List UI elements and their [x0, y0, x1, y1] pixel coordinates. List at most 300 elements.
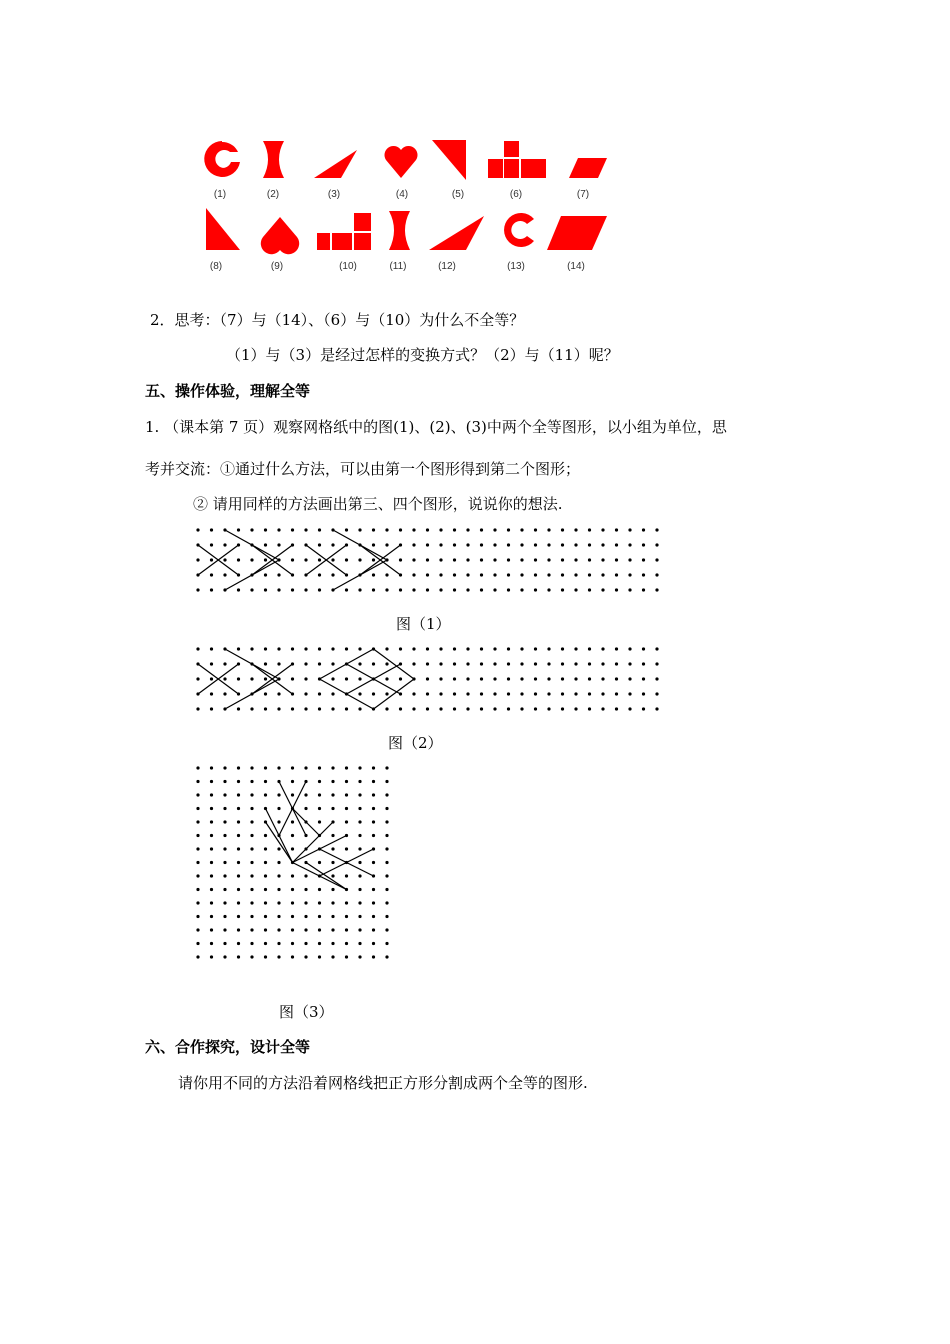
grid-dot — [412, 528, 415, 531]
figure-line — [374, 679, 415, 709]
grid-dot — [210, 955, 213, 958]
grid-dot — [642, 692, 645, 695]
grid-dot — [615, 558, 618, 561]
grid-dot — [466, 692, 469, 695]
grid-dot — [304, 558, 307, 561]
grid-dot — [331, 928, 334, 931]
grid-dot — [318, 942, 321, 945]
grid-dot — [264, 588, 267, 591]
grid-dot — [223, 692, 226, 695]
grid-dot — [385, 901, 388, 904]
grid-dot — [237, 874, 240, 877]
grid-dot — [196, 766, 199, 769]
grid-dot — [210, 528, 213, 531]
grid-dot — [331, 692, 334, 695]
grid-dot — [196, 861, 199, 864]
grid-dot — [196, 901, 199, 904]
grid-dot — [439, 692, 442, 695]
grid-dot — [372, 861, 375, 864]
grid-dot — [520, 692, 523, 695]
grid-dot — [318, 780, 321, 783]
grid-dot — [358, 888, 361, 891]
grid-dot — [601, 662, 604, 665]
grid-dot — [399, 588, 402, 591]
grid-dot — [237, 647, 240, 650]
grid-dot — [264, 662, 267, 665]
grid-dot — [223, 915, 226, 918]
grid-dot — [223, 807, 226, 810]
grid-dot — [210, 588, 213, 591]
grid-dot — [277, 766, 280, 769]
grid-dot — [628, 647, 631, 650]
grid-dot — [453, 588, 456, 591]
grid-dot — [426, 543, 429, 546]
grid-dot — [453, 692, 456, 695]
grid-dot — [250, 766, 253, 769]
grid-dot — [358, 647, 361, 650]
grid-dot — [223, 834, 226, 837]
grid-dot — [237, 528, 240, 531]
grid-dot — [561, 528, 564, 531]
grid-dot — [250, 928, 253, 931]
grid-dot — [277, 528, 280, 531]
grid-dot — [372, 915, 375, 918]
grid-dot — [304, 915, 307, 918]
grid-dot — [642, 573, 645, 576]
grid-dot — [196, 834, 199, 837]
grid-dot — [304, 888, 307, 891]
grid-dot — [615, 588, 618, 591]
grid-dot — [264, 707, 267, 710]
figure-line — [374, 649, 415, 679]
grid-dot — [480, 692, 483, 695]
grid-dot — [534, 543, 537, 546]
grid-dot — [277, 573, 280, 576]
grid-dot — [277, 874, 280, 877]
shape-label: (11) — [389, 261, 407, 272]
grid-dot — [291, 793, 294, 796]
grid-dot — [264, 766, 267, 769]
shape-6-blocks — [488, 141, 546, 178]
think-question-2: （1）与（3）是经过怎样的变换方式？（2）与（11）呢？ — [226, 346, 619, 364]
grid-dot — [547, 588, 550, 591]
grid-dot — [264, 901, 267, 904]
grid-dot — [250, 874, 253, 877]
grid-dot — [237, 928, 240, 931]
grid-dot — [358, 861, 361, 864]
grid-dot — [331, 677, 334, 680]
grid-dot — [291, 942, 294, 945]
grid-dot — [412, 692, 415, 695]
grid-dot — [655, 707, 658, 710]
grid-dot — [277, 928, 280, 931]
grid-dot — [210, 677, 213, 680]
grid-dot — [372, 528, 375, 531]
grid-dot — [331, 834, 334, 837]
grid-dot — [642, 588, 645, 591]
grid-dot — [358, 942, 361, 945]
grid-dot — [196, 647, 199, 650]
grid-dot — [439, 558, 442, 561]
grid-dot — [480, 647, 483, 650]
grid-dot — [588, 677, 591, 680]
grid-dot — [520, 647, 523, 650]
grid-dot — [588, 662, 591, 665]
grid-dot — [210, 558, 213, 561]
grid-dot — [250, 707, 253, 710]
grid-dot — [304, 528, 307, 531]
grid-dot — [237, 834, 240, 837]
grid-dot — [385, 955, 388, 958]
grid-dot — [196, 780, 199, 783]
grid-dot — [453, 647, 456, 650]
grid-dot — [291, 558, 294, 561]
grid-dot — [331, 793, 334, 796]
grid-dot — [250, 955, 253, 958]
grid-dot — [439, 677, 442, 680]
grid-dot — [237, 861, 240, 864]
grid-dot — [277, 861, 280, 864]
grid-dot — [264, 780, 267, 783]
grid-dot — [628, 558, 631, 561]
grid-dot — [223, 793, 226, 796]
grid-dot — [399, 558, 402, 561]
grid-dot — [466, 707, 469, 710]
grid-dot — [655, 558, 658, 561]
grid-dot — [277, 588, 280, 591]
section-6-heading: 六、合作探究，设计全等 — [145, 1038, 311, 1056]
shape-label: (9) — [270, 261, 284, 272]
grid-dot — [426, 677, 429, 680]
grid-dot — [210, 820, 213, 823]
grid-dot — [412, 543, 415, 546]
grid-dot — [615, 677, 618, 680]
grid-dot — [291, 847, 294, 850]
grid-dot — [412, 647, 415, 650]
grid-dot — [385, 528, 388, 531]
grid-dot — [318, 820, 321, 823]
grid-dot — [480, 707, 483, 710]
grid-dot — [372, 942, 375, 945]
grid-dot — [493, 573, 496, 576]
grid-dot — [655, 528, 658, 531]
grid-dot — [372, 766, 375, 769]
grid-dot — [561, 588, 564, 591]
grid-dot — [210, 780, 213, 783]
grid-dot — [439, 528, 442, 531]
grid-dot — [318, 662, 321, 665]
grid-dot — [210, 861, 213, 864]
grid-dot — [291, 780, 294, 783]
grid-dot — [304, 807, 307, 810]
grid-dot — [223, 928, 226, 931]
grid-dot — [480, 662, 483, 665]
grid-dot — [210, 888, 213, 891]
grid-dot — [210, 793, 213, 796]
grid-dot — [331, 861, 334, 864]
grid-dot — [345, 707, 348, 710]
grid-dot — [277, 707, 280, 710]
grid-dot — [331, 573, 334, 576]
grid-dot — [385, 793, 388, 796]
grid-dot — [331, 647, 334, 650]
grid-dot — [466, 558, 469, 561]
grid-dot — [250, 528, 253, 531]
grid-dot — [615, 647, 618, 650]
grid-dot — [601, 528, 604, 531]
grid-dot — [345, 955, 348, 958]
grid-dot — [466, 543, 469, 546]
grid-dot — [574, 588, 577, 591]
grid-dot — [250, 820, 253, 823]
grid-dot — [277, 820, 280, 823]
grid-dot — [331, 915, 334, 918]
grid-dot — [642, 528, 645, 531]
grid-dot — [385, 662, 388, 665]
grid-dot — [277, 847, 280, 850]
grid-dot — [291, 647, 294, 650]
grid-dot — [196, 677, 199, 680]
grid-dot — [520, 558, 523, 561]
grid-dot — [520, 707, 523, 710]
grid-dot — [561, 543, 564, 546]
grid-dot — [237, 847, 240, 850]
section-5-para-1-line-2: 考并交流：①通过什么方法，可以由第一个图形得到第二个图形； — [145, 460, 581, 478]
grid-dot — [250, 807, 253, 810]
grid-dot — [628, 588, 631, 591]
grid-dot — [210, 942, 213, 945]
grid-dot — [237, 588, 240, 591]
grid-dot — [331, 543, 334, 546]
grid-dot — [480, 677, 483, 680]
grid-dot — [507, 558, 510, 561]
grid-dot — [588, 528, 591, 531]
grid-dot — [372, 793, 375, 796]
grid-dot — [345, 677, 348, 680]
grid-dot — [426, 707, 429, 710]
grid-dot — [304, 692, 307, 695]
grid-dot — [439, 707, 442, 710]
grid-dot — [291, 677, 294, 680]
grid-dot — [466, 677, 469, 680]
grid-dot — [250, 793, 253, 796]
grid-dot — [547, 543, 550, 546]
grid-dot — [331, 942, 334, 945]
grid-dot — [574, 528, 577, 531]
shapes-row-2 — [206, 208, 607, 254]
grid-dot — [615, 662, 618, 665]
grid-dot — [264, 793, 267, 796]
grid-dot — [385, 707, 388, 710]
grid-dot — [439, 573, 442, 576]
grid-dot — [250, 834, 253, 837]
grid-dot — [358, 874, 361, 877]
grid-dot — [291, 766, 294, 769]
grid-dot — [588, 558, 591, 561]
grid-dot — [426, 528, 429, 531]
grid-dot — [277, 955, 280, 958]
congruent-shapes-figure — [0, 0, 950, 300]
grid-dot — [237, 793, 240, 796]
grid-dot — [358, 528, 361, 531]
grid-dot — [318, 588, 321, 591]
grid-dot — [547, 558, 550, 561]
grid-dot — [210, 662, 213, 665]
grid-dot — [574, 692, 577, 695]
grid-dot — [534, 647, 537, 650]
grid-dot — [264, 928, 267, 931]
grid-dot — [196, 915, 199, 918]
shape-label: (14) — [567, 261, 585, 272]
section-5-para-1-line-1: 1. （课本第 7 页）观察网格纸中的图(1)、(2)、(3)中两个全等图形，以小组为单位，思 — [145, 418, 727, 436]
grid-dot — [372, 955, 375, 958]
grid-dot — [372, 928, 375, 931]
figure-line — [293, 809, 320, 836]
shape-10-blocks — [317, 213, 371, 250]
grid-dot — [250, 888, 253, 891]
shape-11-bar — [389, 211, 410, 250]
grid-dot — [250, 647, 253, 650]
grid-dot — [520, 677, 523, 680]
grid-dot — [318, 692, 321, 695]
grid-dot — [291, 901, 294, 904]
grid-dot — [318, 928, 321, 931]
shape-label: (12) — [438, 261, 456, 272]
grid-dot — [412, 588, 415, 591]
grid-dot — [264, 677, 267, 680]
grid-dot — [210, 901, 213, 904]
grid-dot — [466, 662, 469, 665]
think-question-1: 2．思考：（7）与（14）、（6）与（10）为什么不全等？ — [150, 311, 525, 329]
grid-dot — [358, 780, 361, 783]
grid-dot — [534, 573, 537, 576]
grid-dot — [385, 861, 388, 864]
grid-dot — [277, 888, 280, 891]
grid-dot — [237, 820, 240, 823]
figure-line — [266, 822, 293, 863]
grid-dot — [588, 692, 591, 695]
grid-dot — [345, 588, 348, 591]
grid-dot — [655, 573, 658, 576]
grid-dot — [345, 901, 348, 904]
grid-dot — [453, 573, 456, 576]
grid-dot — [574, 647, 577, 650]
grid-dot — [331, 807, 334, 810]
grid-dot — [237, 915, 240, 918]
grid-dot — [223, 942, 226, 945]
grid-dot — [547, 528, 550, 531]
grid-dot — [196, 807, 199, 810]
grid-dot — [196, 847, 199, 850]
grid-dot — [534, 528, 537, 531]
grid-dot — [372, 692, 375, 695]
grid-dot — [372, 888, 375, 891]
grid-dot — [345, 820, 348, 823]
grid-dot — [480, 558, 483, 561]
grid-dot — [507, 543, 510, 546]
grid-dot — [331, 662, 334, 665]
grid-dot — [196, 955, 199, 958]
grid-dot — [385, 834, 388, 837]
grid-dot — [561, 662, 564, 665]
grid-dot — [250, 558, 253, 561]
grid-dot — [250, 780, 253, 783]
grid-dot — [615, 573, 618, 576]
grid-dot — [304, 647, 307, 650]
grid-dot — [574, 662, 577, 665]
grid-dot — [345, 793, 348, 796]
grid-dot — [412, 707, 415, 710]
grid-dot — [291, 707, 294, 710]
grid-dot — [520, 588, 523, 591]
grid-dot — [493, 662, 496, 665]
grid-dot — [318, 707, 321, 710]
grid-dot — [426, 558, 429, 561]
grid-dot — [277, 942, 280, 945]
grid-dot — [493, 528, 496, 531]
grid-dot — [223, 543, 226, 546]
grid-dot — [385, 888, 388, 891]
grid-dot — [358, 807, 361, 810]
grid-dot — [426, 647, 429, 650]
grid-dot — [480, 588, 483, 591]
grid-dot — [210, 573, 213, 576]
grid-dot — [237, 677, 240, 680]
grid-dot — [372, 834, 375, 837]
grid-dot — [385, 647, 388, 650]
section-6-para: 请你用不同的方法沿着网格线把正方形分割成两个全等的图形. — [178, 1074, 588, 1092]
grid-dot — [264, 915, 267, 918]
grid-dot — [412, 573, 415, 576]
grid-dot — [345, 807, 348, 810]
grid-dot — [426, 588, 429, 591]
grid-dot — [628, 707, 631, 710]
grid-dot — [507, 692, 510, 695]
grid-dot — [385, 820, 388, 823]
grid-dot — [493, 707, 496, 710]
grid-dot — [534, 558, 537, 561]
grid-dot — [264, 647, 267, 650]
grid-dot — [642, 662, 645, 665]
grid-dot — [615, 707, 618, 710]
grid-dot — [399, 707, 402, 710]
grid-dot — [574, 558, 577, 561]
grid-dot — [574, 573, 577, 576]
grid-dot — [250, 847, 253, 850]
grid-dot — [318, 807, 321, 810]
grid-dot — [345, 558, 348, 561]
grid-dot — [358, 915, 361, 918]
shape-label: (6) — [509, 189, 523, 200]
grid-dot — [277, 647, 280, 650]
grid-dot — [628, 573, 631, 576]
grid-dot — [372, 820, 375, 823]
grid-dot — [385, 847, 388, 850]
grid-dot — [277, 807, 280, 810]
grid-dot — [345, 915, 348, 918]
grid-dot — [196, 942, 199, 945]
grid-dot — [223, 861, 226, 864]
grid-dot — [331, 766, 334, 769]
grid-dot — [439, 588, 442, 591]
shape-8-triangle — [206, 208, 240, 250]
dot-grid-figure-1 — [190, 525, 660, 605]
grid-dot — [277, 901, 280, 904]
grid-dot — [588, 588, 591, 591]
grid-dot — [385, 928, 388, 931]
grid-dot — [385, 692, 388, 695]
grid-dot — [345, 780, 348, 783]
